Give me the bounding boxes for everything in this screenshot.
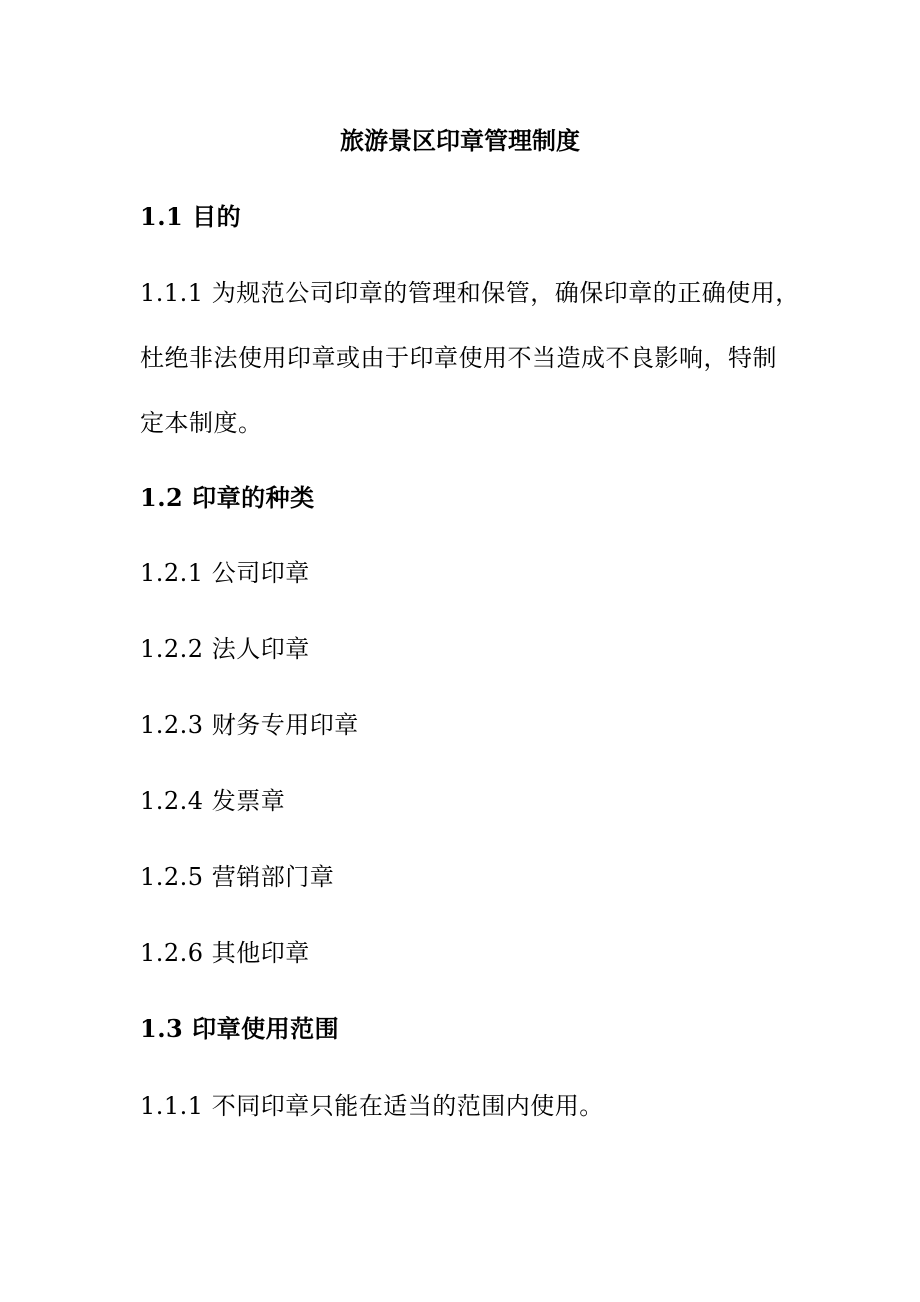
- section-heading-purpose: 1.1 目的: [140, 202, 242, 231]
- list-item: 1.2.5 营销部门章: [140, 863, 335, 891]
- list-item: 1.2.4 发票章: [140, 787, 286, 815]
- paragraph-line: 定本制度。: [140, 409, 263, 437]
- list-item: 1.2.3 财务专用印章: [140, 711, 359, 739]
- list-item: 1.2.2 法人印章: [140, 635, 310, 663]
- document-title: 旅游景区印章管理制度: [340, 126, 580, 155]
- list-item: 1.1.1 不同印章只能在适当的范围内使用。: [140, 1092, 604, 1120]
- list-item: 1.2.6 其他印章: [140, 939, 310, 967]
- section-heading-seal-types: 1.2 印章的种类: [140, 483, 315, 512]
- paragraph-line: 杜绝非法使用印章或由于印章使用不当造成不良影响，特制: [140, 344, 777, 372]
- section-heading-usage-scope: 1.3 印章使用范围: [140, 1014, 340, 1043]
- list-item: 1.2.1 公司印章: [140, 559, 310, 587]
- paragraph-line: 1.1.1 为规范公司印章的管理和保管，确保印章的正确使用，: [140, 279, 800, 307]
